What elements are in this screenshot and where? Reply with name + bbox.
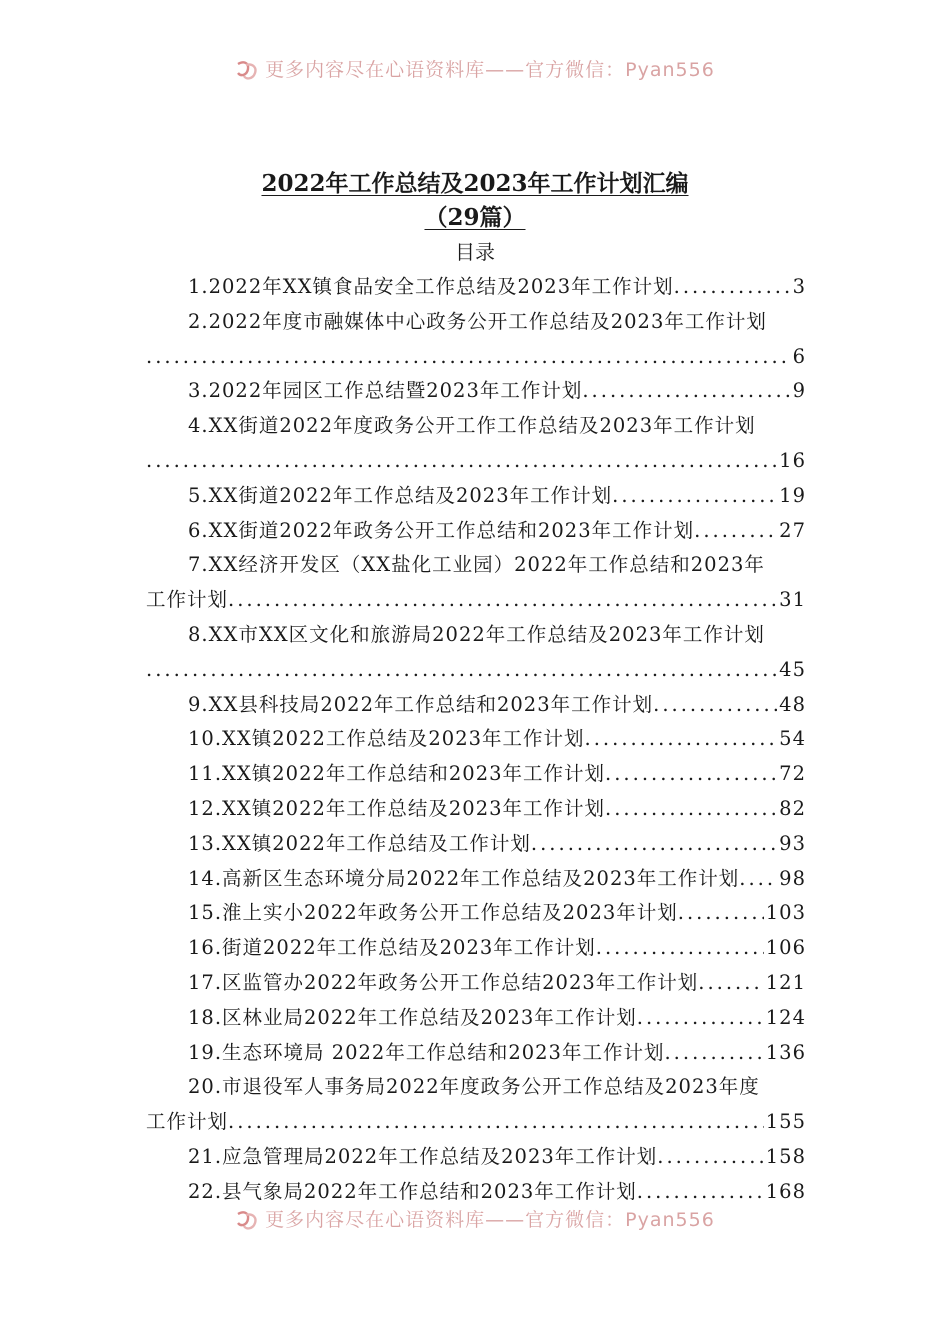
toc-leader-dots [585,722,778,757]
toc-entry [146,966,806,1001]
toc-page-number: 155 [765,1110,806,1134]
toc-entry-continuation [146,653,806,688]
toc-entry [146,931,806,966]
toc-entry [146,896,806,931]
toc-leader-dots [605,757,777,792]
toc-leader-dots [739,862,777,897]
toc-leader-dots [596,931,764,966]
toc-leader-dots [637,1001,764,1036]
toc-entry-title: 8.XX市XX区文化和旅游局2022年工作总结及2023年工作计划 [188,622,765,646]
toc-leader-dots [698,966,764,1001]
toc-leader-dots [605,792,777,827]
toc-page-number: 158 [765,1144,806,1168]
toc-entry [146,514,806,549]
toc-entry-title: 11.XX镇2022年工作总结和2023年工作计划 [188,762,606,786]
toc-entry-title: 22.县气象局2022年工作总结和2023年工作计划 [188,1179,637,1203]
toc-leader-dots [664,1036,763,1071]
toc-page-number: 31 [779,588,806,612]
toc-page-number: 48 [779,692,806,716]
toc-entry-title: 7.XX经济开发区（XX盐化工业园）2022年工作总结和2023年 [188,553,765,577]
toc-entry-title: 18.区林业局2022年工作总结及2023年工作计划 [188,1005,637,1029]
toc-page-number: 121 [765,970,806,994]
toc-page-number: 168 [765,1179,806,1203]
toc-leader-dots [674,270,791,305]
toc-entry-title: 14.高新区生态环境分局2022年工作总结及2023年工作计划 [188,866,740,890]
watermark-text: 更多内容尽在心语资料库——官方微信：Pyan556 [265,1209,715,1231]
toc-entry [146,688,806,723]
toc-entry [146,479,806,514]
toc-entry [146,618,806,653]
toc-entry-title: 4.XX街道2022年度政务公开工作工作总结及2023年工作计划 [188,414,756,438]
toc-entry [146,792,806,827]
logo-icon [235,60,259,82]
toc-leader-dots [582,374,790,409]
logo-icon [235,1210,259,1232]
toc-page-number: 54 [779,727,806,751]
toc-entry-title-cont: 工作计划 [146,588,229,612]
toc-entry [146,1001,806,1036]
table-of-contents [146,270,806,1210]
watermark-text: 更多内容尽在心语资料库——官方微信：Pyan556 [265,59,715,81]
toc-leader-dots [228,583,777,618]
toc-leader-dots [657,1140,764,1175]
toc-page-number: 136 [765,1040,806,1064]
toc-entry-title: 3.2022年园区工作总结暨2023年工作计划 [188,379,583,403]
document-subtitle: （29篇） [424,204,526,231]
toc-entry-title: 5.XX街道2022年工作总结及2023年工作计划 [188,483,613,507]
toc-entry [146,1070,806,1105]
toc-heading: 目录 [455,240,495,264]
toc-leader-dots [146,444,777,479]
toc-page-number: 9 [792,379,806,403]
toc-entry-title: 1.2022年XX镇食品安全工作总结及2023年工作计划 [188,275,674,298]
toc-leader-dots [146,653,777,688]
toc-leader-dots [653,688,777,723]
toc-page-number: 82 [779,796,806,820]
toc-entry [146,1175,806,1210]
toc-page-number: 27 [779,518,806,542]
toc-entry-title: 16.街道2022年工作总结及2023年工作计划 [188,936,596,960]
toc-entry [146,1036,806,1071]
toc-entry-continuation [146,1105,806,1140]
toc-page-number: 6 [792,344,806,368]
toc-page-number: 103 [765,901,806,925]
toc-leader-dots [146,340,791,375]
toc-entry-title: 13.XX镇2022年工作总结及工作计划 [188,831,531,855]
toc-leader-dots [637,1175,764,1210]
toc-page-number: 98 [779,866,806,890]
toc-entry-title: 20.市退役军人事务局2022年度政务公开工作总结及2023年度 [188,1075,760,1099]
toc-entry [146,305,806,340]
toc-entry-title: 15.淮上实小2022年政务公开工作总结及2023年计划 [188,901,678,925]
toc-leader-dots [678,896,764,931]
toc-entry-title: 17.区监管办2022年政务公开工作总结2023年工作计划 [188,970,699,994]
toc-entry [146,270,806,305]
toc-entry [146,757,806,792]
toc-page-number: 106 [765,936,806,960]
toc-page-number: 45 [779,657,806,681]
toc-entry-title: 6.XX街道2022年政务公开工作总结和2023年工作计划 [188,518,695,542]
toc-page-number: 16 [779,448,806,472]
toc-entry [146,722,806,757]
toc-entry [146,827,806,862]
toc-entry-title: 12.XX镇2022年工作总结及2023年工作计划 [188,796,606,820]
toc-entry-title: 2.2022年度市融媒体中心政务公开工作总结及2023年工作计划 [188,309,767,333]
toc-page-number: 72 [779,762,806,786]
toc-entry-title: 19.生态环境局 2022年工作总结和2023年工作计划 [188,1040,665,1064]
toc-page-number: 3 [792,275,806,298]
toc-entry [146,862,806,897]
toc-page-number: 19 [779,483,806,507]
toc-leader-dots [531,827,777,862]
toc-page-number: 124 [765,1005,806,1029]
toc-entry-continuation [146,444,806,479]
toc-leader-dots [228,1105,764,1140]
toc-page-number: 93 [779,831,806,855]
document-title: 2022年工作总结及2023年工作计划汇编 [261,170,689,197]
toc-leader-dots [694,514,777,549]
toc-entry [146,409,806,444]
header-watermark [0,57,950,83]
toc-entry-title-cont: 工作计划 [146,1110,229,1134]
toc-entry-continuation [146,583,806,618]
toc-entry [146,1140,806,1175]
footer-watermark [0,1207,950,1233]
toc-entry [146,374,806,409]
toc-entry-title: 9.XX县科技局2022年工作总结和2023年工作计划 [188,692,654,716]
toc-entry-title: 10.XX镇2022工作总结及2023年工作计划 [188,727,585,751]
toc-entry-continuation [146,340,806,375]
toc-entry-title: 21.应急管理局2022年工作总结及2023年工作计划 [188,1144,658,1168]
toc-leader-dots [612,479,777,514]
toc-entry [146,548,806,583]
